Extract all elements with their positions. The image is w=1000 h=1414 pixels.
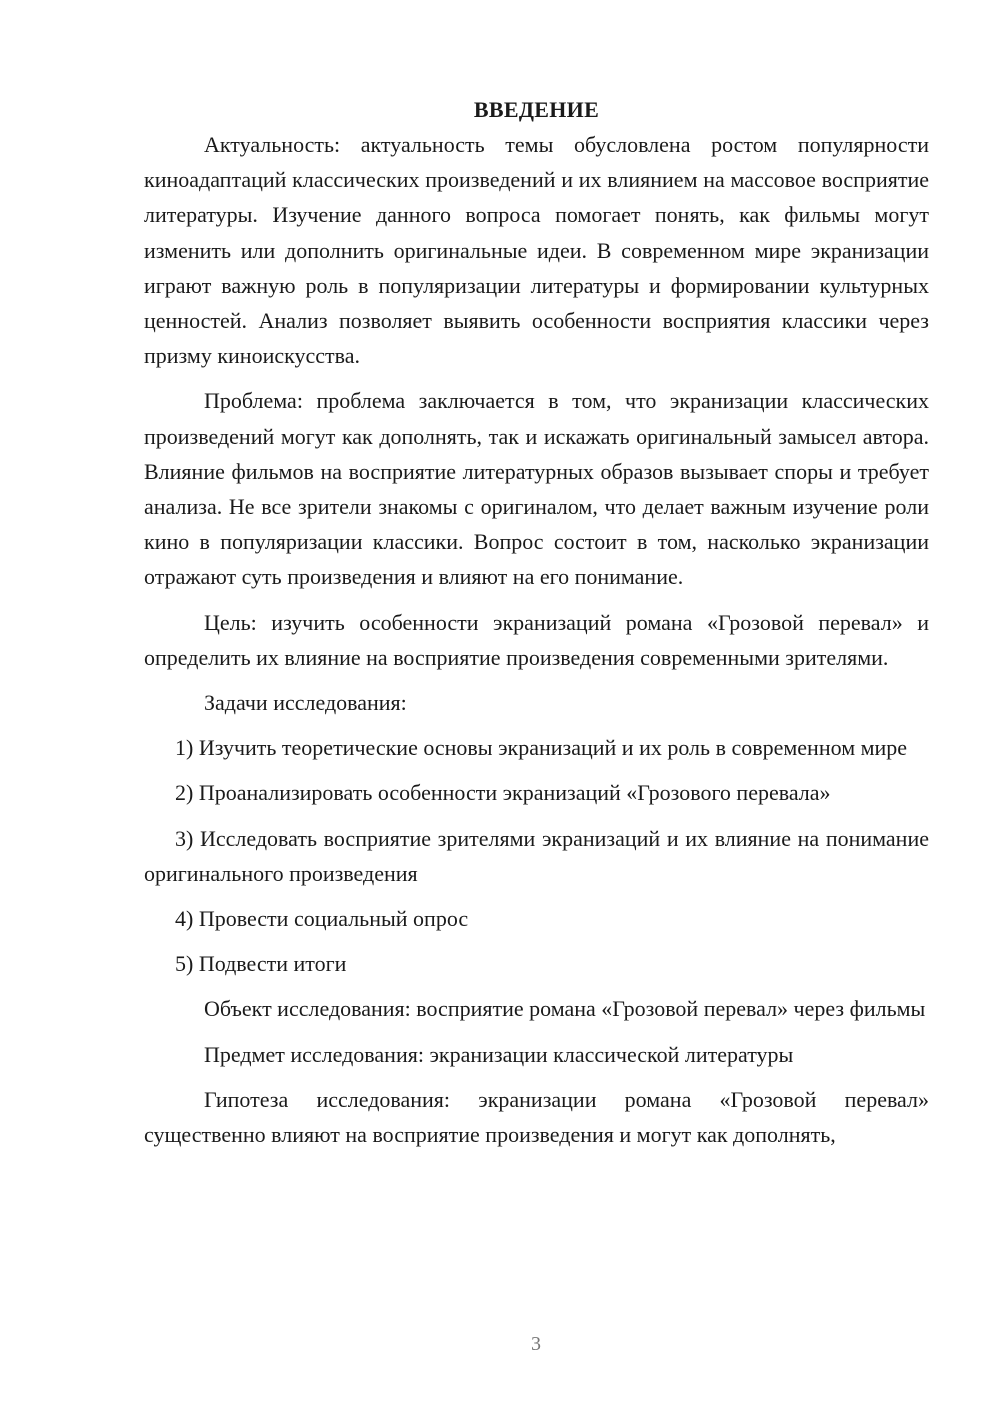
page-content — [144, 92, 929, 1162]
hypothesis-paragraph: Гипотеза исследования: экранизации романа «Грозовой перевал» существенно влияют на восприятие произведения и могут как дополнять, — [144, 1086, 929, 1148]
task-item-1: 1) Изучить теоретические основы экранизаций и их роль в современном мире — [175, 735, 908, 761]
task-item-4: 4) Провести социальный опрос — [175, 906, 469, 932]
problem-paragraph: Проблема: проблема заключается в том, что экранизации классических произведений могут как дополнять, так и искажать оригинальный замысел автора. Влияние фильмов на восприятие литературных образов вызывает споры и требует анализа. Не все зрители знакомы с оригиналом, что делает важным изучение роли кино в популяризации классики. Вопрос состоит в том, насколько экранизации отражают суть произведения и влияют на его понимание. — [144, 388, 929, 590]
task-item-3: 3) Исследовать восприятие зрителями экранизаций и их влияние на понимание оригинального произведения — [144, 825, 929, 886]
tasks-heading: Задачи исследования: — [204, 690, 407, 716]
object-paragraph: Объект исследования: восприятие романа «Грозовой перевал» через фильмы — [204, 996, 926, 1022]
relevance-paragraph: Актуальность: актуальность темы обусловлена ростом популярности киноадаптаций классических произведений и их влиянием на массовое восприятие литературы. Изучение данного вопроса помогает понять, как фильмы могут изменить или дополнить оригинальные идеи. В современном мире экранизации играют важную роль в популяризации литературы и формировании культурных ценностей. Анализ позволяет выявить особенности восприятия классики через призму киноискусства. — [144, 132, 929, 369]
page-number: 3 — [531, 1333, 541, 1355]
subject-paragraph: Предмет исследования: экранизации классической литературы — [204, 1041, 794, 1067]
page-title: ВВЕДЕНИЕ — [473, 97, 600, 122]
goal-paragraph: Цель: изучить особенности экранизаций романа «Грозовой перевал» и определить их влияние на восприятие произведения современными зрителями. — [144, 609, 929, 670]
task-item-2: 2) Проанализировать особенности экранизаций «Грозового перевала» — [175, 780, 831, 806]
task-item-5: 5) Подвести итоги — [175, 951, 347, 977]
